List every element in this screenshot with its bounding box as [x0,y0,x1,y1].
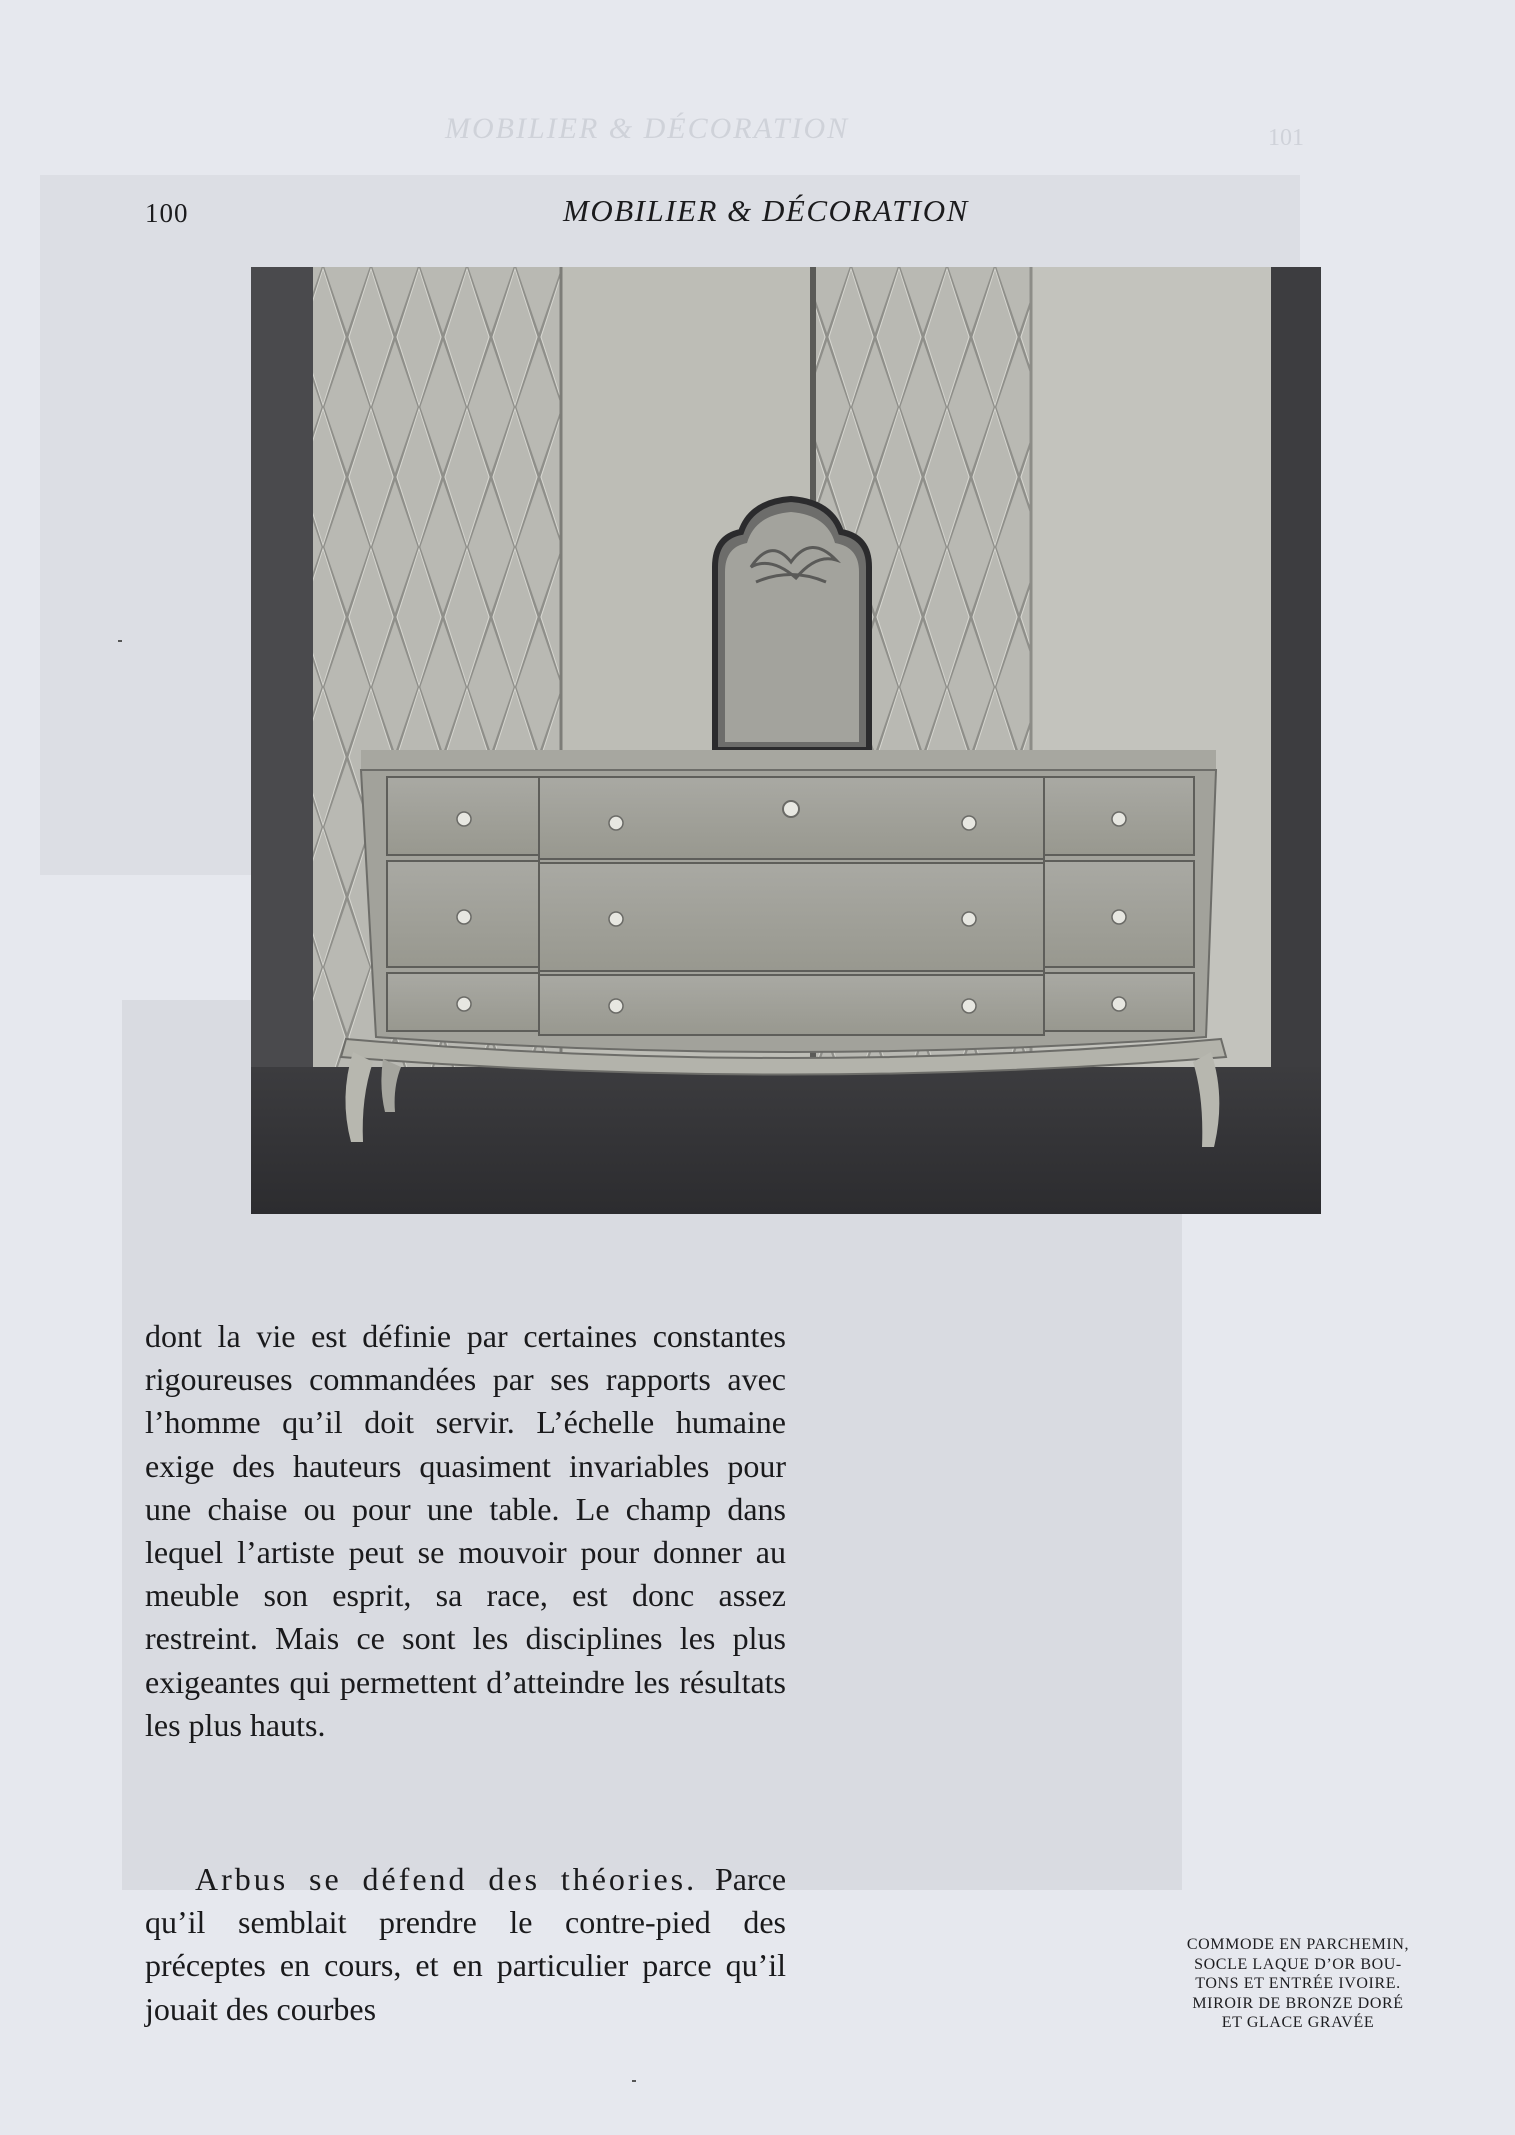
show-through-running-head: MOBILIER & DÉCORATION [445,112,850,145]
page-number: 100 [145,198,189,228]
paper-speck [632,2080,636,2082]
show-through-page-number: 101 [1268,125,1304,151]
paragraph-lead: Arbus se défend des théories. [195,1861,698,1897]
body-paragraph [145,1858,786,2031]
commode-photograph [251,267,1321,1214]
running-head: MOBILIER & DÉCORATION [563,193,969,228]
paragraph-continuation: Parce qu’il semblait prendre le contre-pied des préceptes en cours, et en particulier parce qu’il jouait des courbes [145,1861,787,2027]
mirror [715,499,869,750]
body-paragraph: dont la vie est définie par certaines constantes rigoureuses commandées par ses rapports avec l’homme qu’il doit servir. L’échelle humaine exige des hauteurs quasiment invariables pour une chaise ou pour une table. Le champ dans lequel l’artiste peut se mouvoir pour donner au meuble son esprit, sa race, est donc assez restreint. Mais ce sont les disciplines les plus exigeantes qui permettent d’atteindre les résultats les plus hauts. [145,1318,786,1743]
figure-caption: COMMODE EN PARCHEMIN, SOCLE LAQUE D’OR BOU- TONS ET ENTRÉE IVOIRE. MIROIR DE BRONZE DORÉ ET GLACE GRAVÉE [1186,1936,1410,2031]
paper-speck [118,640,122,642]
